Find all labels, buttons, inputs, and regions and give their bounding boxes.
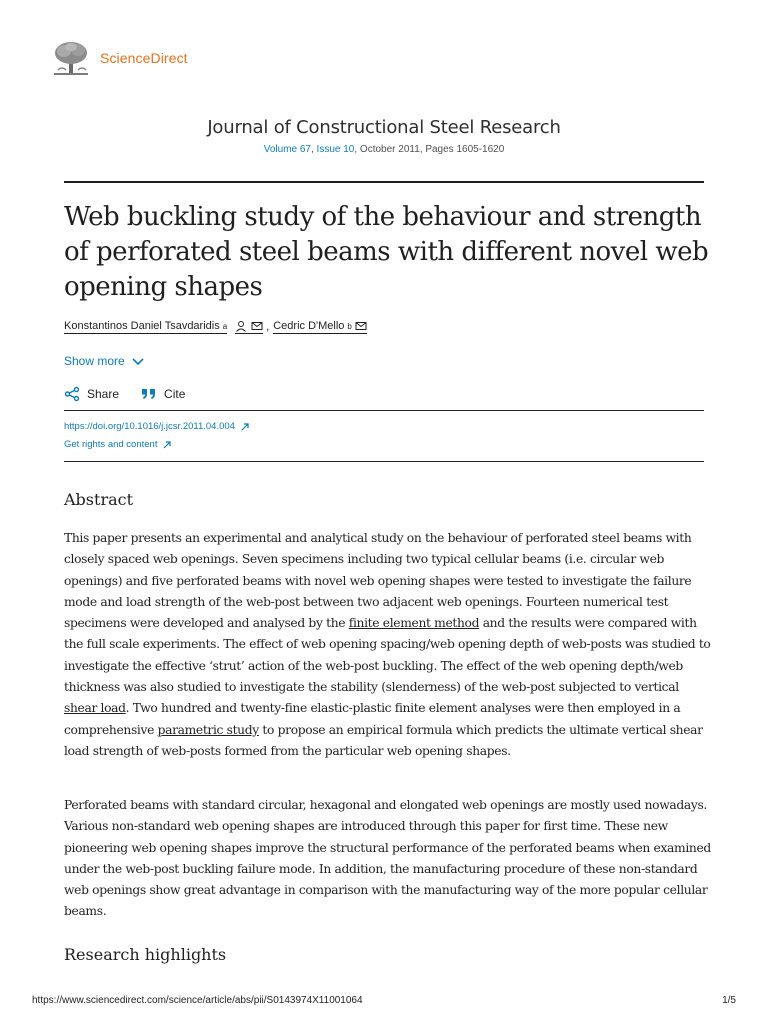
parametric-study-link[interactable]: parametric study <box>157 722 259 737</box>
author-1[interactable] <box>64 320 227 334</box>
brand-name: ScienceDirect <box>100 50 188 66</box>
journal-name[interactable]: Journal of Constructional Steel Research <box>207 117 561 138</box>
doi-link[interactable] <box>64 421 250 432</box>
abstract-heading: Abstract <box>64 490 134 509</box>
author-1-name: Konstantinos Daniel Tsavdaridis <box>64 320 220 332</box>
author-2-affil: b <box>347 321 352 331</box>
article-title: Web buckling study of the behaviour and strength of perforated steel beams with different novel web opening shapes <box>64 202 709 302</box>
show-more-button[interactable] <box>64 354 145 368</box>
sciencedirect-logo[interactable] <box>48 40 188 76</box>
abstract-top-rule <box>64 461 704 462</box>
email-icon <box>251 320 263 332</box>
print-footer <box>32 995 736 1006</box>
research-highlights-heading: Research highlights <box>64 945 227 964</box>
abstract-text: to propose an empirical formula which predicts the ultimate vertical shear load strength of web-posts formed from the particular web opening shapes. <box>64 722 703 758</box>
external-link-icon <box>240 422 250 432</box>
print-url: https://www.sciencedirect.com/science/article/abs/pii/S0143974X11001064 <box>32 995 363 1006</box>
share-label: Share <box>87 387 120 401</box>
issue-link[interactable]: Issue 10 <box>316 144 355 155</box>
abstract-text: . Two hundred and twenty-fine elastic-plastic finite element analyses were then employed in a comprehensive <box>64 701 681 737</box>
email-icon <box>355 320 367 332</box>
share-button[interactable] <box>64 386 119 402</box>
volume-link[interactable]: Volume 67 <box>263 144 311 155</box>
elsevier-tree-icon <box>48 40 94 76</box>
finite-element-method-link[interactable]: finite element method <box>348 616 480 631</box>
share-icon <box>64 386 80 402</box>
title-top-rule <box>64 181 704 183</box>
author-1-affil: a <box>222 321 228 331</box>
author-2[interactable] <box>273 320 367 334</box>
quote-icon <box>141 387 157 401</box>
show-more-label: Show more <box>64 354 125 368</box>
external-link-icon <box>162 440 172 450</box>
chevron-down-icon <box>131 356 145 366</box>
cite-label: Cite <box>164 387 186 401</box>
doi-top-rule <box>64 410 704 411</box>
author-list <box>64 320 367 334</box>
rights-text: Get rights and content <box>64 439 158 450</box>
share-cite-row <box>64 386 207 402</box>
rights-link[interactable] <box>64 439 172 450</box>
abstract-text: This paper presents an experimental and analytical study on the behaviour of perforated steel beams with closely spaced web openings. Seven specimens including two typical cellular beams (i.e. circular web openings) and five perforated beams with novel web opening shapes were tested to investigate the failure mode and load strength of the web-post between two adjacent web openings. Fourteen numerical test specimens were developed and analysed by the <box>64 531 692 631</box>
volume-line: Volume 67, Issue 10, October 2011, Pages 1605-1620 <box>263 144 505 155</box>
cite-button[interactable] <box>141 387 185 401</box>
abstract-paragraph-2: Perforated beams with standard circular, hexagonal and elongated web openings are mostly used nowadays. Various non-standard web opening shapes are introduced through this paper for first time. These new pioneering web opening shapes improve the structural performance of the perforated beams when examined under the web-post buckling failure mode. In addition, the manufacturing procedure of these non-standard web openings show great advantage in comparison with the manufacturing way of the more popular cellular beams. <box>64 798 711 919</box>
doi-text: https://doi.org/10.1016/j.jcsr.2011.04.004 <box>64 421 235 432</box>
abstract-paragraph-1 <box>64 528 714 762</box>
person-icon <box>235 320 247 332</box>
author-separator: , <box>266 321 270 333</box>
abstract-text: and the results were compared with the full scale experiments. The effect of web opening spacing/web opening depth of web-posts was studied to investigate the effective ‘strut’ action of the web-post buckling. The effect of the web opening depth/web thickness was also studied to investigate the stability (slenderness) of the web-post subjected to vertical <box>64 616 711 695</box>
volume-details: , October 2011, Pages 1605-1620 <box>354 144 505 155</box>
print-page-number: 1/5 <box>722 995 736 1006</box>
author-2-name: Cedric D'Mello <box>273 320 345 332</box>
shear-load-link[interactable]: shear load <box>64 701 126 716</box>
author-1-contact[interactable] <box>235 320 263 334</box>
